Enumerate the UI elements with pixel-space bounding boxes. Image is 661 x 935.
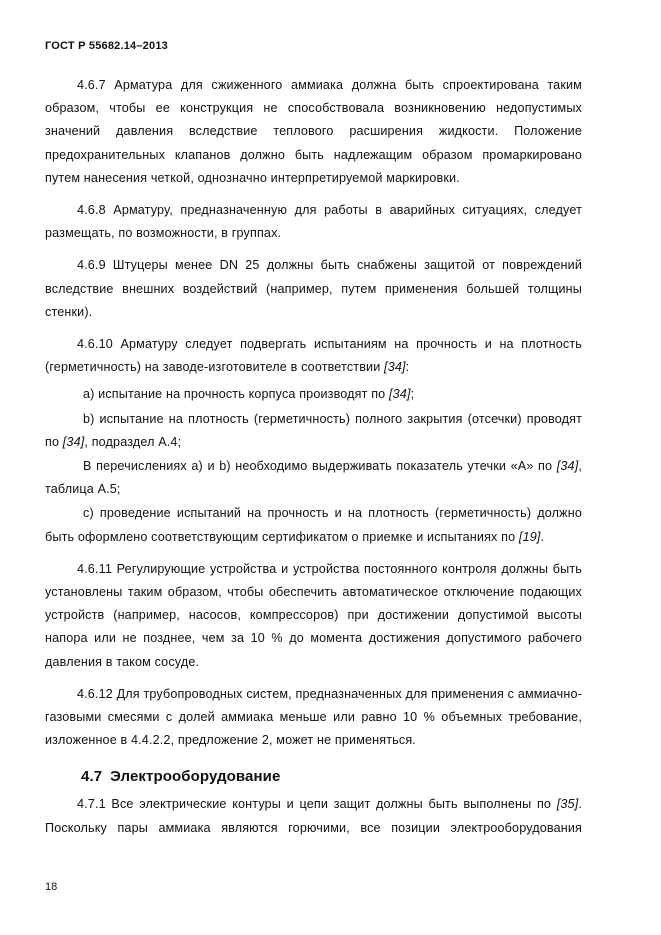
paragraph-4-6-9: 4.6.9 Штуцеры менее DN 25 должны быть снабжены защитой от повреждений вследствие внешних воздействий (например, путем применения большей толщины стенки).: [45, 258, 582, 319]
paragraph-text: . Поскольку пары аммиака являются горючими, все позиции электрооборудования: [45, 797, 582, 835]
reference-34: [34]: [62, 434, 85, 449]
paragraph-4-6-11: 4.6.11 Регулирующие устройства и устройства постоянного контроля должны быть установлены таким образом, чтобы обеспечить автоматическое отключение подающих устройств (например, насосов, компрессоров) при достижении допустимой высоты напора или не позднее, чем за 10 % до момента достижения допустимого рабочего давления в таком сосуде.: [45, 561, 582, 669]
list-item-a: [45, 383, 582, 406]
paragraph-4-6-12: 4.6.12 Для трубопроводных систем, предназначенных для применения с аммиачно-газовыми смесями с долей аммиака меньше или равно 10 % объемных требование, изложенное в 4.4.2.2, предложение 2, может не применяться.: [45, 686, 582, 748]
paragraph-text: 4.7.1 Все электрические контуры и цепи защит должны быть выполнены по: [77, 797, 557, 812]
section-number: 4.7: [81, 768, 103, 786]
list-item-text: .: [540, 529, 545, 544]
list-item-text: b) испытание на плотность (герметичность) полного закрытия (отсечки) проводят по: [45, 411, 582, 449]
page-number: 18: [45, 881, 58, 893]
paragraph-4-6-7: 4.6.7 Арматура для сжиженного аммиака должна быть спроектирована таким образом, чтобы ее конструкция не способствовала возникновению недопустимых значений давления вследствие теплового расширения жидкости. Положение предохранительных клапанов должно быть надлежащим образом промаркировано путем нанесения четкой, однозначно интерпретируемой маркировки.: [45, 78, 582, 185]
section-title: Электрооборудование: [110, 768, 281, 786]
paragraph-4-6-10: [45, 333, 582, 379]
section-heading: [81, 768, 582, 785]
reference-34: [34]: [556, 459, 579, 474]
paragraph-text: 4.6.10 Арматуру следует подвергать испытаниям на прочность и на плотность (герметичность) на заводе-изготовителе в соответствии: [45, 337, 582, 375]
list-item-text: а) испытание на прочность корпуса производят по: [83, 387, 389, 402]
page-content: [45, 74, 582, 849]
reference-19: [19]: [518, 529, 541, 544]
paragraph-text: :: [405, 360, 410, 375]
paragraph-4-6-8: 4.6.8 Арматуру, предназначенную для работы в аварийных ситуациях, следует размещать, по возможности, в группах.: [45, 203, 582, 241]
document-header: ГОСТ Р 55682.14–2013: [45, 40, 168, 52]
reference-34: [34]: [388, 387, 411, 402]
list-item-text: с) проведение испытаний на прочность и на плотность (герметичность) должно быть оформлено соответствующим сертификатом о приемке и испытаниях по: [45, 506, 582, 544]
list-item-text: , подраздел А.4;: [84, 434, 182, 449]
list-item-text: В перечислениях а) и b) необходимо выдерживать показатель утечки «А» по: [83, 459, 557, 474]
list-item-b: [45, 408, 582, 454]
list-item-text: , таблица А.5;: [45, 459, 582, 497]
reference-34: [34]: [384, 360, 406, 375]
list-item-c: [45, 502, 582, 548]
reference-35: [35]: [556, 797, 579, 812]
list-item-text: ;: [410, 387, 415, 402]
list-note: [45, 455, 582, 501]
paragraph-4-7-1: [45, 793, 582, 839]
